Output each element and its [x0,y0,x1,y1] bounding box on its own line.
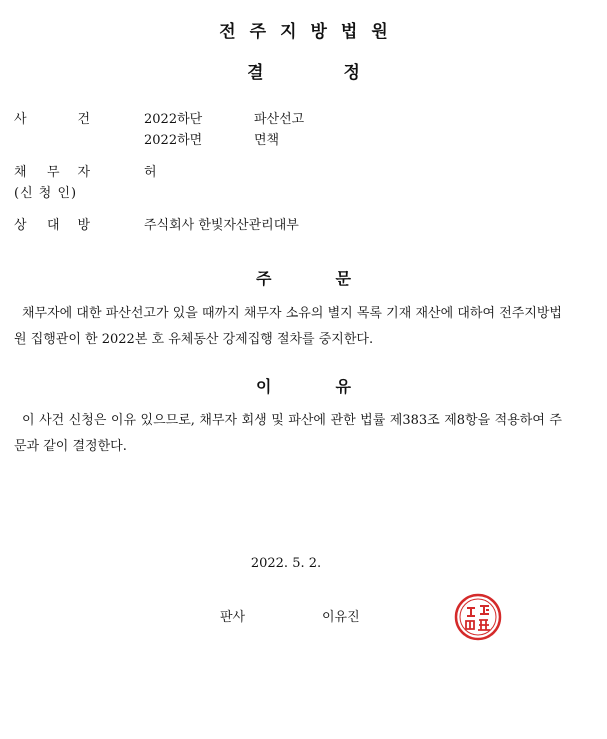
document-type: 결정 [247,63,440,83]
case-number-2: 2022하면 [144,133,203,148]
court-name: 전주지방법원 [219,22,402,42]
counterparty-name: 주식회사 한빛자산관리대부 [144,218,299,233]
case-label: 사 건 [14,112,90,127]
reasons-text: 이 사건 신청은 이유 있으므로, 채무자 회생 및 파산에 관한 법률 제383조 제8항을 적용하여 주문과 같이 결정한다. [14,413,562,454]
judge-seal-icon [453,592,503,642]
debtor-name: 허 [144,165,157,180]
decision-date: 2022. 5. 2. [250,556,322,571]
case-name-2: 면책 [254,133,280,148]
order-text: 채무자에 대한 파산선고가 있을 때까지 채무자 소유의 별지 목록 기재 재산에 대하여 전주지방법원 집행관이 한 2022본 호 유체동산 강제집행 절차를 중지한다. [14,306,562,347]
case-number-1: 2022하단 [144,112,203,127]
debtor-sublabel: (신 청 인) [14,186,78,201]
reasons-heading: 이유 [256,377,415,396]
case-name-1: 파산선고 [254,112,305,127]
judge-title: 판사 [220,610,246,625]
order-heading: 주문 [256,269,415,288]
judge-name: 이유진 [322,610,360,625]
counterparty-label: 상 대 방 [14,218,90,233]
debtor-label: 채 무 자 [14,165,90,180]
